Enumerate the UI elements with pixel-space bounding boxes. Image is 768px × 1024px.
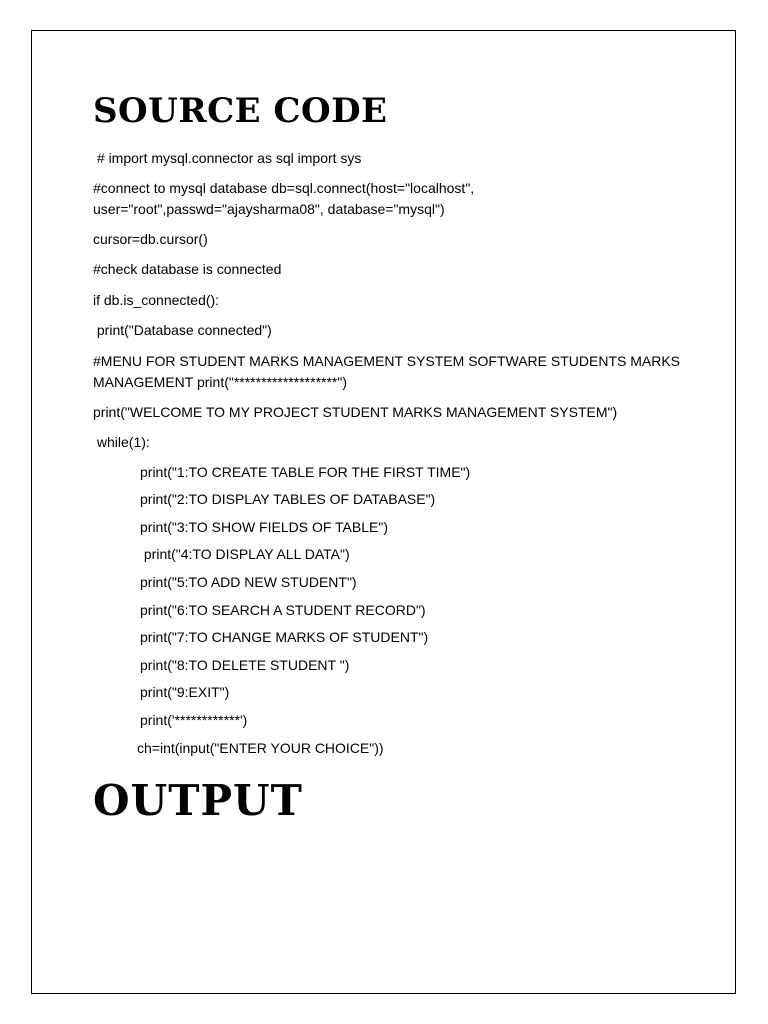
- code-line: print("Database connected"): [93, 322, 272, 338]
- code-line: print("7:TO CHANGE MARKS OF STUDENT"): [140, 629, 429, 645]
- code-line: print("8:TO DELETE STUDENT "): [140, 657, 350, 673]
- code-line: print("9:EXIT"): [140, 684, 230, 700]
- output-heading: OUTPUT: [93, 776, 303, 825]
- code-line: print("1:TO CREATE TABLE FOR THE FIRST TIME"): [140, 464, 471, 480]
- page-border: [31, 30, 736, 994]
- code-line: print('************'): [140, 712, 248, 728]
- code-line: user="root",passwd="ajaysharma08", database="mysql"): [93, 201, 445, 217]
- code-line: print("6:TO SEARCH A STUDENT RECORD"): [140, 602, 426, 618]
- code-line: while(1):: [93, 434, 150, 450]
- code-line: MANAGEMENT print("*******************"): [93, 374, 347, 390]
- code-line: if db.is_connected():: [93, 292, 220, 308]
- code-line: # import mysql.connector as sql import sys: [93, 150, 362, 166]
- code-line: #connect to mysql database db=sql.connect(host="localhost",: [93, 180, 475, 196]
- code-line: print("3:TO SHOW FIELDS OF TABLE"): [140, 519, 388, 535]
- code-line: ch=int(input("ENTER YOUR CHOICE")): [137, 740, 384, 756]
- code-line: print("5:TO ADD NEW STUDENT"): [140, 574, 357, 590]
- code-line: print("WELCOME TO MY PROJECT STUDENT MARKS MANAGEMENT SYSTEM"): [93, 404, 618, 420]
- code-line: #check database is connected: [93, 261, 282, 277]
- source-code-heading: SOURCE CODE: [93, 91, 388, 131]
- code-line: #MENU FOR STUDENT MARKS MANAGEMENT SYSTEM SOFTWARE STUDENTS MARKS: [93, 353, 681, 369]
- code-line: cursor=db.cursor(): [93, 231, 208, 247]
- code-line: print("4:TO DISPLAY ALL DATA"): [140, 546, 350, 562]
- code-line: print("2:TO DISPLAY TABLES OF DATABASE"): [140, 491, 436, 507]
